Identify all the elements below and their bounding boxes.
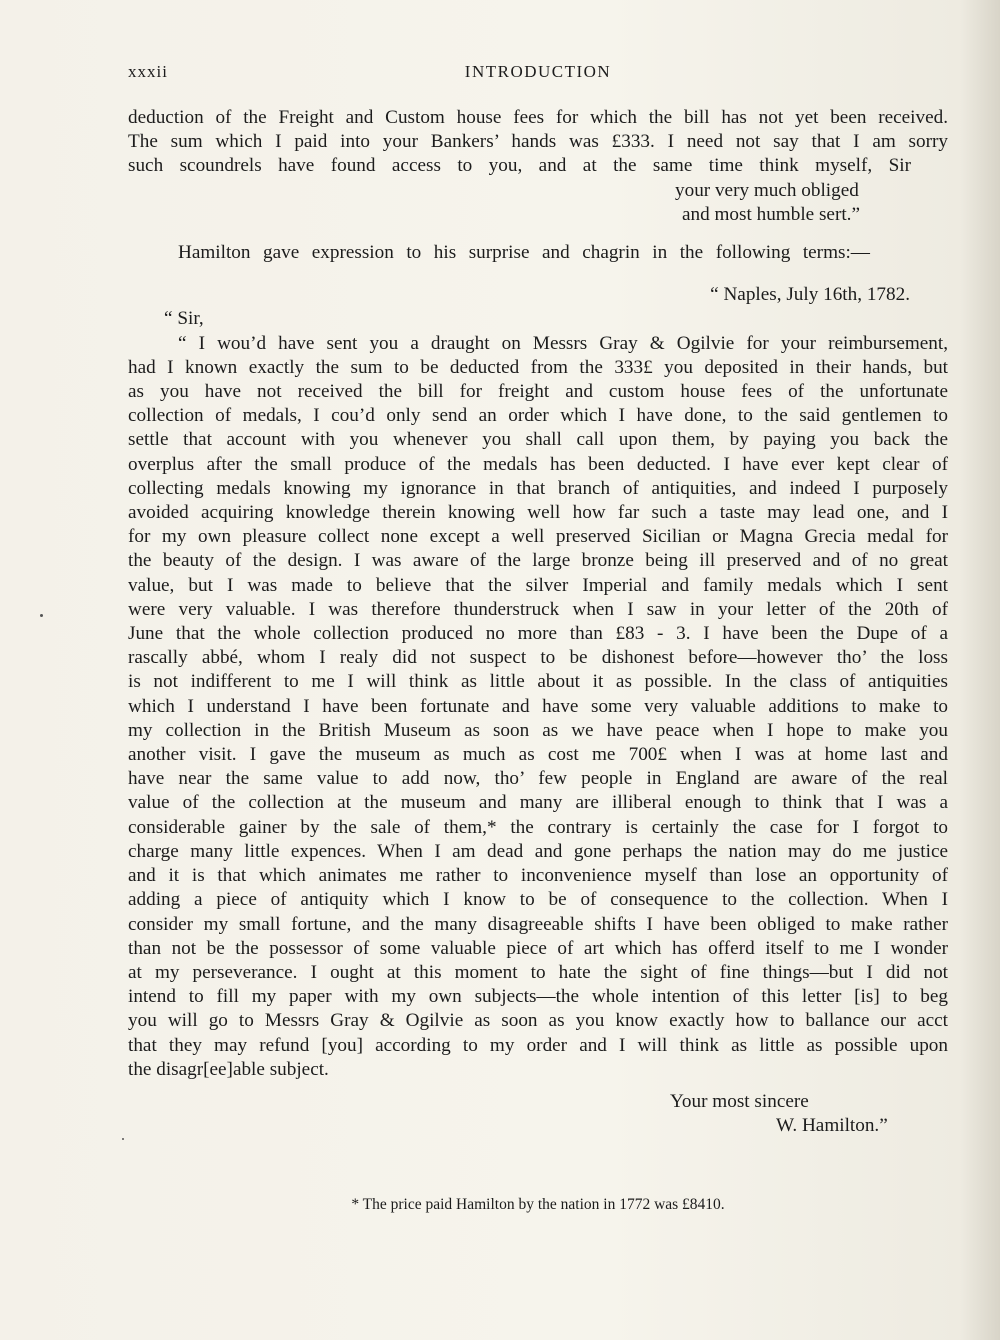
spacer xyxy=(128,265,948,283)
text-line: have near the same value to add now, tho’ few people in England are aware of the real xyxy=(128,768,948,790)
text-line: Hamilton gave expression to his surprise and chagrin in the following terms:— xyxy=(178,242,870,264)
text-line: such scoundrels have found access to you, and at the same time think myself, Sir xyxy=(128,155,911,177)
text-line: settle that account with you whenever you shall call upon them, by paying you back the xyxy=(128,429,948,451)
text-line: as you have not received the bill for freight and custom house fees of the unfortunate xyxy=(128,381,948,403)
text-line: the beauty of the design. I was aware of the large bronze being ill preserved and of no great xyxy=(128,550,948,572)
spacer xyxy=(128,1082,948,1090)
closing-line: and most humble sert.” xyxy=(682,203,860,225)
text-line: adding a piece of antiquity which I know to be of consequence to the collection. When I xyxy=(128,889,948,911)
scan-speck xyxy=(40,614,43,617)
text-line: than not be the possessor of some valuable piece of art which has offerd itself to me I wonder xyxy=(128,937,948,959)
closing-line: your very much obliged xyxy=(675,179,859,201)
text-line: avoided acquiring knowledge therein knowing well how far such a taste may lead one, and I xyxy=(128,502,948,524)
text-line: and it is that which animates me rather to inconvenience myself than lose an opportunity of xyxy=(128,865,948,887)
footnote: * The price paid Hamilton by the nation in 1772 was £8410. xyxy=(351,1196,725,1213)
text-line: that they may refund [you] according to my order and I will think as little as possible upon xyxy=(128,1034,948,1056)
text-line: considerable gainer by the sale of them,* the contrary is certainly the case for I forgot to xyxy=(128,816,948,838)
running-title: INTRODUCTION xyxy=(464,62,612,81)
letter-closing xyxy=(128,179,948,227)
text-line: my collection in the British Museum as soon as we have peace when I hope to make you xyxy=(128,719,948,741)
text-line: you will go to Messrs Gray & Ogilvie as soon as you know exactly how to ballance our acct xyxy=(128,1010,948,1032)
text-line: overplus after the small produce of the medals has been deducted. I have ever kept clear of xyxy=(128,453,948,475)
letter-signature xyxy=(128,1090,948,1138)
signature-closing: Your most sincere xyxy=(670,1090,809,1112)
text-line: The sum which I paid into your Bankers’ hands was £333. I need not say that I am sorry xyxy=(128,131,948,153)
letter-salutation: “ Sir, xyxy=(164,308,204,330)
text-line: value, but I was made to believe that the silver Imperial and family medals which I sent xyxy=(128,574,948,596)
text-line: charge many little expences. When I am dead and gone perhaps the nation may do me justice xyxy=(128,840,948,862)
text-line: another visit. I gave the museum as much as cost me 700£ when I was at home last and xyxy=(128,744,948,766)
spacer xyxy=(128,227,948,241)
text-line: value of the collection at the museum and many are illiberal enough to think that I was a xyxy=(128,792,948,814)
page-number: xxxii xyxy=(128,62,168,81)
text-line: collecting medals knowing my ignorance in that branch of antiquities, and indeed I purposely xyxy=(128,477,948,499)
text-line: for my own pleasure collect none except a well preserved Sicilian or Magna Grecia medal for xyxy=(128,526,948,548)
letter-body xyxy=(128,332,948,1082)
letter-dateline: “ Naples, July 16th, 1782. xyxy=(710,284,910,306)
text-line: had I known exactly the sum to be deducted from the 333£ you deposited in their hands, but xyxy=(128,356,948,378)
text-line: which I understand I have been fortunate and have some very valuable additions to make to xyxy=(128,695,948,717)
text-line: intend to fill my paper with my own subjects—the whole intention of this letter [is] to beg xyxy=(128,986,948,1008)
text-line: is not indifferent to me I will think as little about it as possible. In the class of antiquities xyxy=(128,671,948,693)
text-line: collection of medals, I cou’d only send an order which I have done, to the said gentlemen to xyxy=(128,405,948,427)
text-line: June that the whole collection produced no more than £83 - 3. I have been the Dupe of a xyxy=(128,623,948,645)
signature-name: W. Hamilton.” xyxy=(776,1115,888,1137)
text-line: rascally abbé, whom I realy did not suspect to be dishonest before—however tho’ the loss xyxy=(128,647,948,669)
page-header xyxy=(128,62,948,90)
body-text xyxy=(128,106,948,1138)
text-line: at my perseverance. I ought at this moment to hate the sight of fine things—but I did not xyxy=(128,961,948,983)
text-line: the disagr[ee]able subject. xyxy=(128,1058,329,1080)
text-line: “ I wou’d have sent you a draught on Messrs Gray & Ogilvie for your reimbursement, xyxy=(178,332,948,354)
text-line: were very valuable. I was therefore thunderstruck when I saw in your letter of the 20th of xyxy=(128,598,948,620)
scan-speck xyxy=(122,1138,124,1140)
text-line: deduction of the Freight and Custom house fees for which the bill has not yet been received. xyxy=(128,107,948,128)
text-line: consider my small fortune, and the many disagreeable shifts I have been obliged to make rather xyxy=(128,913,948,935)
